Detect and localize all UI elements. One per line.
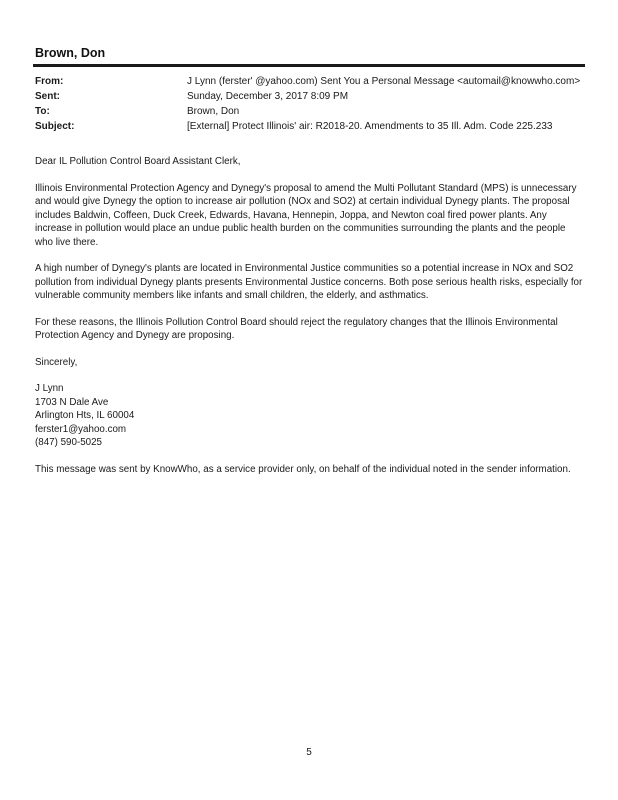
footer-note: This message was sent by KnowWho, as a service provider only, on behalf of the individual noted in the sender information. — [35, 463, 571, 475]
signature-block — [35, 382, 583, 450]
body-paragraph-3: For these reasons, the Illinois Pollution Control Board should reject the regulatory changes that the Illinois Environmental Protection Agency and Dynegy are proposing. — [35, 316, 558, 341]
body-paragraph-1: Illinois Environmental Protection Agency and Dynegy's proposal to amend the Multi Pollutant Standard (MPS) is unnecessary and would give Dynegy the option to increase air pollution (NOx and SO2) at certain individual Dynegy plants. The proposal includes Baldwin, Coffeen, Duck Creek, Edwards, Havana, Hennepin, Joppa, and Newton coal fired power plants. Any increase in pollution would place an undue public health burden on the communities surrounding the plants and the people who live there. — [35, 182, 577, 248]
from-label: From: — [35, 76, 64, 87]
from-value: J Lynn (ferster' @yahoo.com) Sent You a Personal Message <automail@knowwho.com> — [187, 76, 581, 87]
email-header — [35, 74, 595, 134]
to-row — [35, 104, 595, 119]
signature-address: 1703 N Dale Ave — [35, 396, 109, 408]
to-label: To: — [35, 106, 50, 117]
signature-name: J Lynn — [35, 383, 64, 394]
header-divider — [33, 64, 585, 67]
sender-name-heading: Brown, Don — [35, 46, 106, 60]
body-paragraph-2: A high number of Dynegy's plants are located in Environmental Justice communities so a potential increase in NOx and SO2 pollution from individual Dynegy plants presents Environmental Justice concerns. Both pose serious health risks, especially for vulnerable community members like infants and small children, the elderly, and asthmatics. — [35, 263, 583, 301]
subject-value: [External] Protect Illinois' air: R2018-20. Amendments to 35 Ill. Adm. Code 225.233 — [187, 121, 553, 132]
closing: Sincerely, — [35, 356, 78, 368]
signature-phone: (847) 590-5025 — [35, 437, 102, 448]
to-value: Brown, Don — [187, 106, 240, 117]
greeting: Dear IL Pollution Control Board Assistant Clerk, — [35, 156, 241, 167]
email-body — [35, 155, 583, 489]
sent-row — [35, 89, 595, 104]
subject-label: Subject: — [35, 121, 75, 132]
signature-email: ferster1@yahoo.com — [35, 423, 127, 435]
sent-label: Sent: — [35, 91, 60, 102]
from-row — [35, 74, 595, 89]
subject-row — [35, 119, 595, 134]
signature-city: Arlington Hts, IL 60004 — [35, 410, 135, 421]
sent-value: Sunday, December 3, 2017 8:09 PM — [187, 91, 349, 102]
page-number: 5 — [306, 747, 312, 758]
